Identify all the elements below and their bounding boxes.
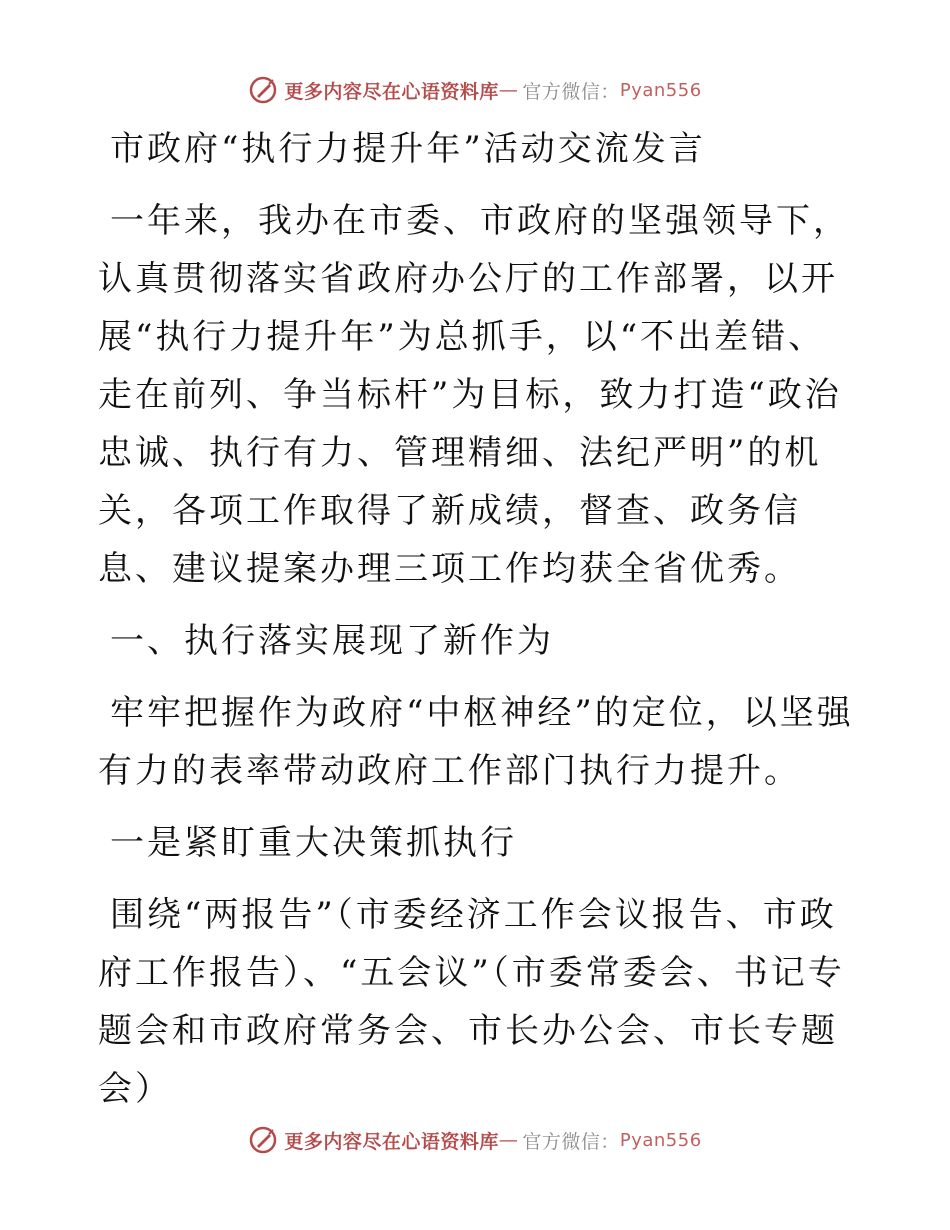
subsection-heading-1: 一是紧盯重大决策抓执行 — [110, 823, 517, 863]
banner-separator: — — [498, 79, 519, 101]
document-title: 市政府“执行力提升年”活动交流发言 — [110, 129, 706, 169]
banner-separator: — — [498, 1129, 519, 1151]
banner-wechat-label: 官方微信： — [522, 80, 620, 103]
quill-logo-icon — [248, 1125, 278, 1155]
banner-site-text: 更多内容尽在心语资料库 — [284, 1130, 499, 1153]
paragraph-subsection-1: 围绕“两报告”（市委经济工作会议报告、市政府工作报告）、“五会议”（市委常委会、书记专题会和市政府常务会、市长办公会、市长专题会） — [98, 895, 845, 1109]
footer-watermark-banner — [0, 1120, 950, 1160]
banner-wechat-id: Pyan556 — [619, 79, 702, 101]
section-heading-1: 一、执行落实展现了新作为 — [110, 621, 554, 661]
header-watermark-banner — [0, 70, 950, 110]
banner-wechat-id: Pyan556 — [619, 1129, 702, 1151]
document-body — [98, 120, 858, 1132]
banner-site-text: 更多内容尽在心语资料库 — [284, 80, 499, 103]
banner-wechat-label: 官方微信： — [522, 1130, 620, 1153]
paragraph-section-1: 牢牢把握作为政府“中枢神经”的定位，以坚强有力的表率带动政府工作部门执行力提升。 — [98, 693, 854, 791]
quill-logo-icon — [248, 75, 278, 105]
paragraph-intro: 一年来，我办在市委、市政府的坚强领导下，认真贯彻落实省政府办公厅的工作部署，以开展“执行力提升年”为总抓手，以“不出差错、走在前列、争当标杆”为目标，致力打造“政治忠诚、执行有力、管理精细、法纪严明”的机关，各项工作取得了新成绩，督查、政务信息、建议提案办理三项工作均获全省优秀。 — [98, 201, 850, 589]
